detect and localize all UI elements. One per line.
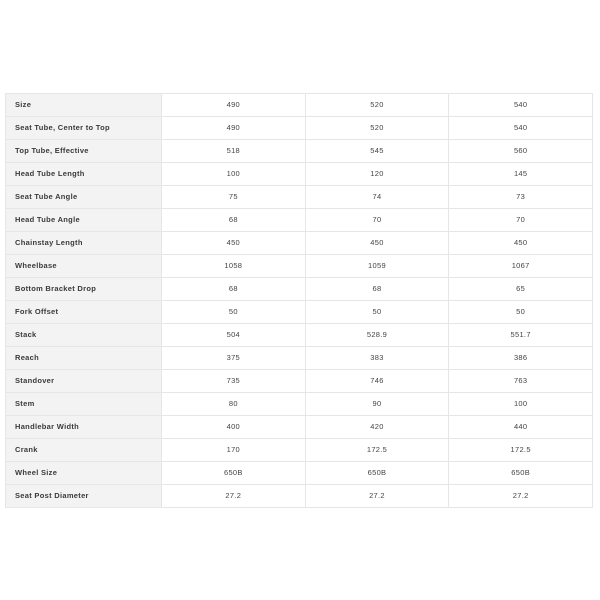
table-cell-size-1: 735 [162,370,306,393]
table-cell-size-1: 450 [162,232,306,255]
row-label: Stem [6,393,162,416]
table-cell-size-3: 386 [449,347,593,370]
row-label: Head Tube Angle [6,209,162,232]
table-cell-size-2: 420 [305,416,449,439]
table-cell-size-2: 27.2 [305,485,449,508]
table-row [6,301,593,324]
table-cell-size-1: 400 [162,416,306,439]
row-label: Standover [6,370,162,393]
table-row [6,347,593,370]
row-label: Reach [6,347,162,370]
row-label: Bottom Bracket Drop [6,278,162,301]
table-cell-size-3: 560 [449,140,593,163]
row-label: Seat Post Diameter [6,485,162,508]
geometry-table [5,93,593,508]
table-row [6,416,593,439]
table-row [6,393,593,416]
row-label: Seat Tube, Center to Top [6,117,162,140]
table-cell-size-2: 50 [305,301,449,324]
table-cell-size-3: 763 [449,370,593,393]
table-cell-size-3: 27.2 [449,485,593,508]
table-cell-size-3: 172.5 [449,439,593,462]
row-label: Handlebar Width [6,416,162,439]
table-cell-size-1: 490 [162,117,306,140]
table-cell-size-3: 650B [449,462,593,485]
table-cell-size-1: 100 [162,163,306,186]
table-cell-size-3: 100 [449,393,593,416]
table-cell-size-1: 68 [162,209,306,232]
table-cell-size-1: 68 [162,278,306,301]
row-label: Size [6,94,162,117]
table-cell-size-2: 383 [305,347,449,370]
table-cell-size-2: 545 [305,140,449,163]
table-cell-size-2: 746 [305,370,449,393]
table-row [6,163,593,186]
table-cell-size-3: 50 [449,301,593,324]
row-label: Head Tube Length [6,163,162,186]
table-row [6,439,593,462]
table-cell-size-3: 450 [449,232,593,255]
table-row [6,370,593,393]
table-cell-size-3: 540 [449,94,593,117]
table-cell-size-2: 520 [305,117,449,140]
table-cell-size-2: 528.9 [305,324,449,347]
table-cell-size-1: 27.2 [162,485,306,508]
table-cell-size-2: 172.5 [305,439,449,462]
table-row [6,117,593,140]
table-cell-size-1: 80 [162,393,306,416]
row-label: Wheel Size [6,462,162,485]
row-label: Chainstay Length [6,232,162,255]
table-cell-size-2: 650B [305,462,449,485]
table-cell-size-3: 65 [449,278,593,301]
table-cell-size-2: 450 [305,232,449,255]
table-cell-size-3: 1067 [449,255,593,278]
row-label: Stack [6,324,162,347]
table-cell-size-2: 68 [305,278,449,301]
table-cell-size-1: 170 [162,439,306,462]
table-cell-size-1: 518 [162,140,306,163]
table-cell-size-3: 73 [449,186,593,209]
table-cell-size-2: 74 [305,186,449,209]
table-cell-size-1: 504 [162,324,306,347]
row-label: Top Tube, Effective [6,140,162,163]
table-row [6,255,593,278]
table-cell-size-2: 1059 [305,255,449,278]
table-cell-size-1: 1058 [162,255,306,278]
table-row [6,462,593,485]
table-cell-size-3: 70 [449,209,593,232]
table-cell-size-3: 551.7 [449,324,593,347]
table-row [6,278,593,301]
table-cell-size-2: 90 [305,393,449,416]
table-cell-size-3: 145 [449,163,593,186]
table-cell-size-1: 375 [162,347,306,370]
table-cell-size-2: 120 [305,163,449,186]
table-cell-size-1: 75 [162,186,306,209]
table-row [6,94,593,117]
table-cell-size-3: 540 [449,117,593,140]
table-cell-size-1: 650B [162,462,306,485]
table-row [6,324,593,347]
table-cell-size-1: 490 [162,94,306,117]
table-row [6,209,593,232]
row-label: Fork Offset [6,301,162,324]
row-label: Wheelbase [6,255,162,278]
table-cell-size-1: 50 [162,301,306,324]
table-cell-size-2: 520 [305,94,449,117]
geometry-table-body [6,94,593,508]
table-cell-size-3: 440 [449,416,593,439]
row-label: Seat Tube Angle [6,186,162,209]
table-row [6,186,593,209]
table-cell-size-2: 70 [305,209,449,232]
table-row [6,232,593,255]
table-row [6,140,593,163]
table-row [6,485,593,508]
row-label: Crank [6,439,162,462]
